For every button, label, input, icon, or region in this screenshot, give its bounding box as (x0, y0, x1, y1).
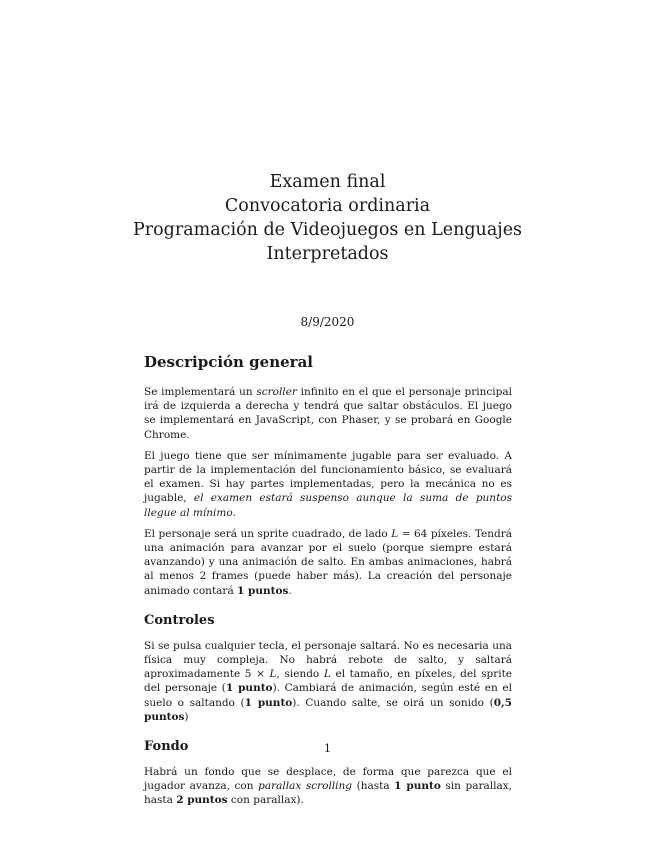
text-run: Si se pulsa cualquier tecla, el personaje saltará. No es necesaria una física muy compleja. No habrá rebote de salto, y saltará aproximadamente 5 × (144, 639, 512, 681)
text-run: El personaje será un sprite cuadrado, de lado (144, 527, 392, 540)
text-run: infinito en el que el personaje principal irá de izquierda a derecha y tendrá que saltar obstáculos. El juego se implementará en JavaScript, con Phaser, y se probará en Google Chrome. (144, 386, 512, 441)
text-run: ). Cuando salte, se oirá un sonido ( (292, 696, 494, 709)
math-variable: L (269, 668, 277, 681)
text-run: (hasta (352, 780, 395, 793)
points-text: 1 punto (244, 696, 293, 709)
paragraph-descripcion-1 (144, 385, 512, 442)
title-line-4: Interpretados (266, 244, 389, 264)
text-run: . (232, 506, 236, 519)
subsection-heading-controles: Controles (144, 612, 215, 628)
emphasis-text: scroller (256, 386, 297, 398)
text-run: el tamaño, en píxeles, del sprite del personaje ( (144, 668, 513, 695)
title-line-3: Programación de Videojuegos en Lenguajes (132, 220, 523, 240)
paragraph-controles-1 (144, 639, 512, 724)
text-run: Habrá un fondo que se desplace, de forma que parezca que el jugador avanza, con (144, 766, 512, 793)
paragraph-descripcion-2 (144, 449, 512, 520)
points-text: 1 puntos (237, 584, 289, 597)
text-run: con parallax). (227, 794, 304, 807)
math-variable: L (323, 668, 331, 681)
text-run: ). Cambiará de animación, según esté en el suelo o saltando ( (144, 682, 512, 709)
document-date: 8/9/2020 (300, 315, 355, 329)
text-run: . (288, 584, 292, 597)
points-text: 1 punto (225, 682, 273, 695)
text-run: El juego tiene que ser mínimamente jugable para ser evaluado. A partir de la implementación del funcionamiento básico, se evaluará el examen. Si hay partes implementadas, pero la mecánica no es jugable, (144, 449, 512, 505)
section-heading-descripcion: Descripción general (144, 353, 313, 371)
emphasis-text: el examen estará suspenso aunque la suma de puntos llegue al mínimo (144, 492, 512, 519)
text-run: = 64 píxeles. Tendrá una animación para avanzar por el suelo (porque siempre estará avanzando) y una animación de salto. En ambas animaciones, habrá al menos 2 frames (puede haber más). La creación del personaje animado contará (144, 527, 512, 597)
math-variable: L (391, 527, 399, 540)
points-text: 0,5 puntos (144, 696, 512, 723)
text-run: , siendo (276, 668, 324, 681)
paragraph-fondo-1 (144, 765, 512, 808)
points-text: 2 puntos (176, 794, 228, 807)
document-title (0, 170, 655, 266)
page-number: 1 (324, 742, 331, 755)
text-run: Se implementará un (144, 386, 257, 398)
emphasis-text: parallax scrolling (258, 780, 353, 793)
points-text: 1 punto (394, 780, 441, 793)
subsection-heading-fondo: Fondo (144, 739, 189, 755)
title-line-1: Examen final (269, 172, 386, 192)
title-line-2: Convocatoria ordinaria (224, 196, 431, 216)
paragraph-descripcion-3 (144, 527, 512, 598)
text-run: sin parallax, hasta (144, 780, 512, 807)
text-run: ) (184, 710, 189, 723)
